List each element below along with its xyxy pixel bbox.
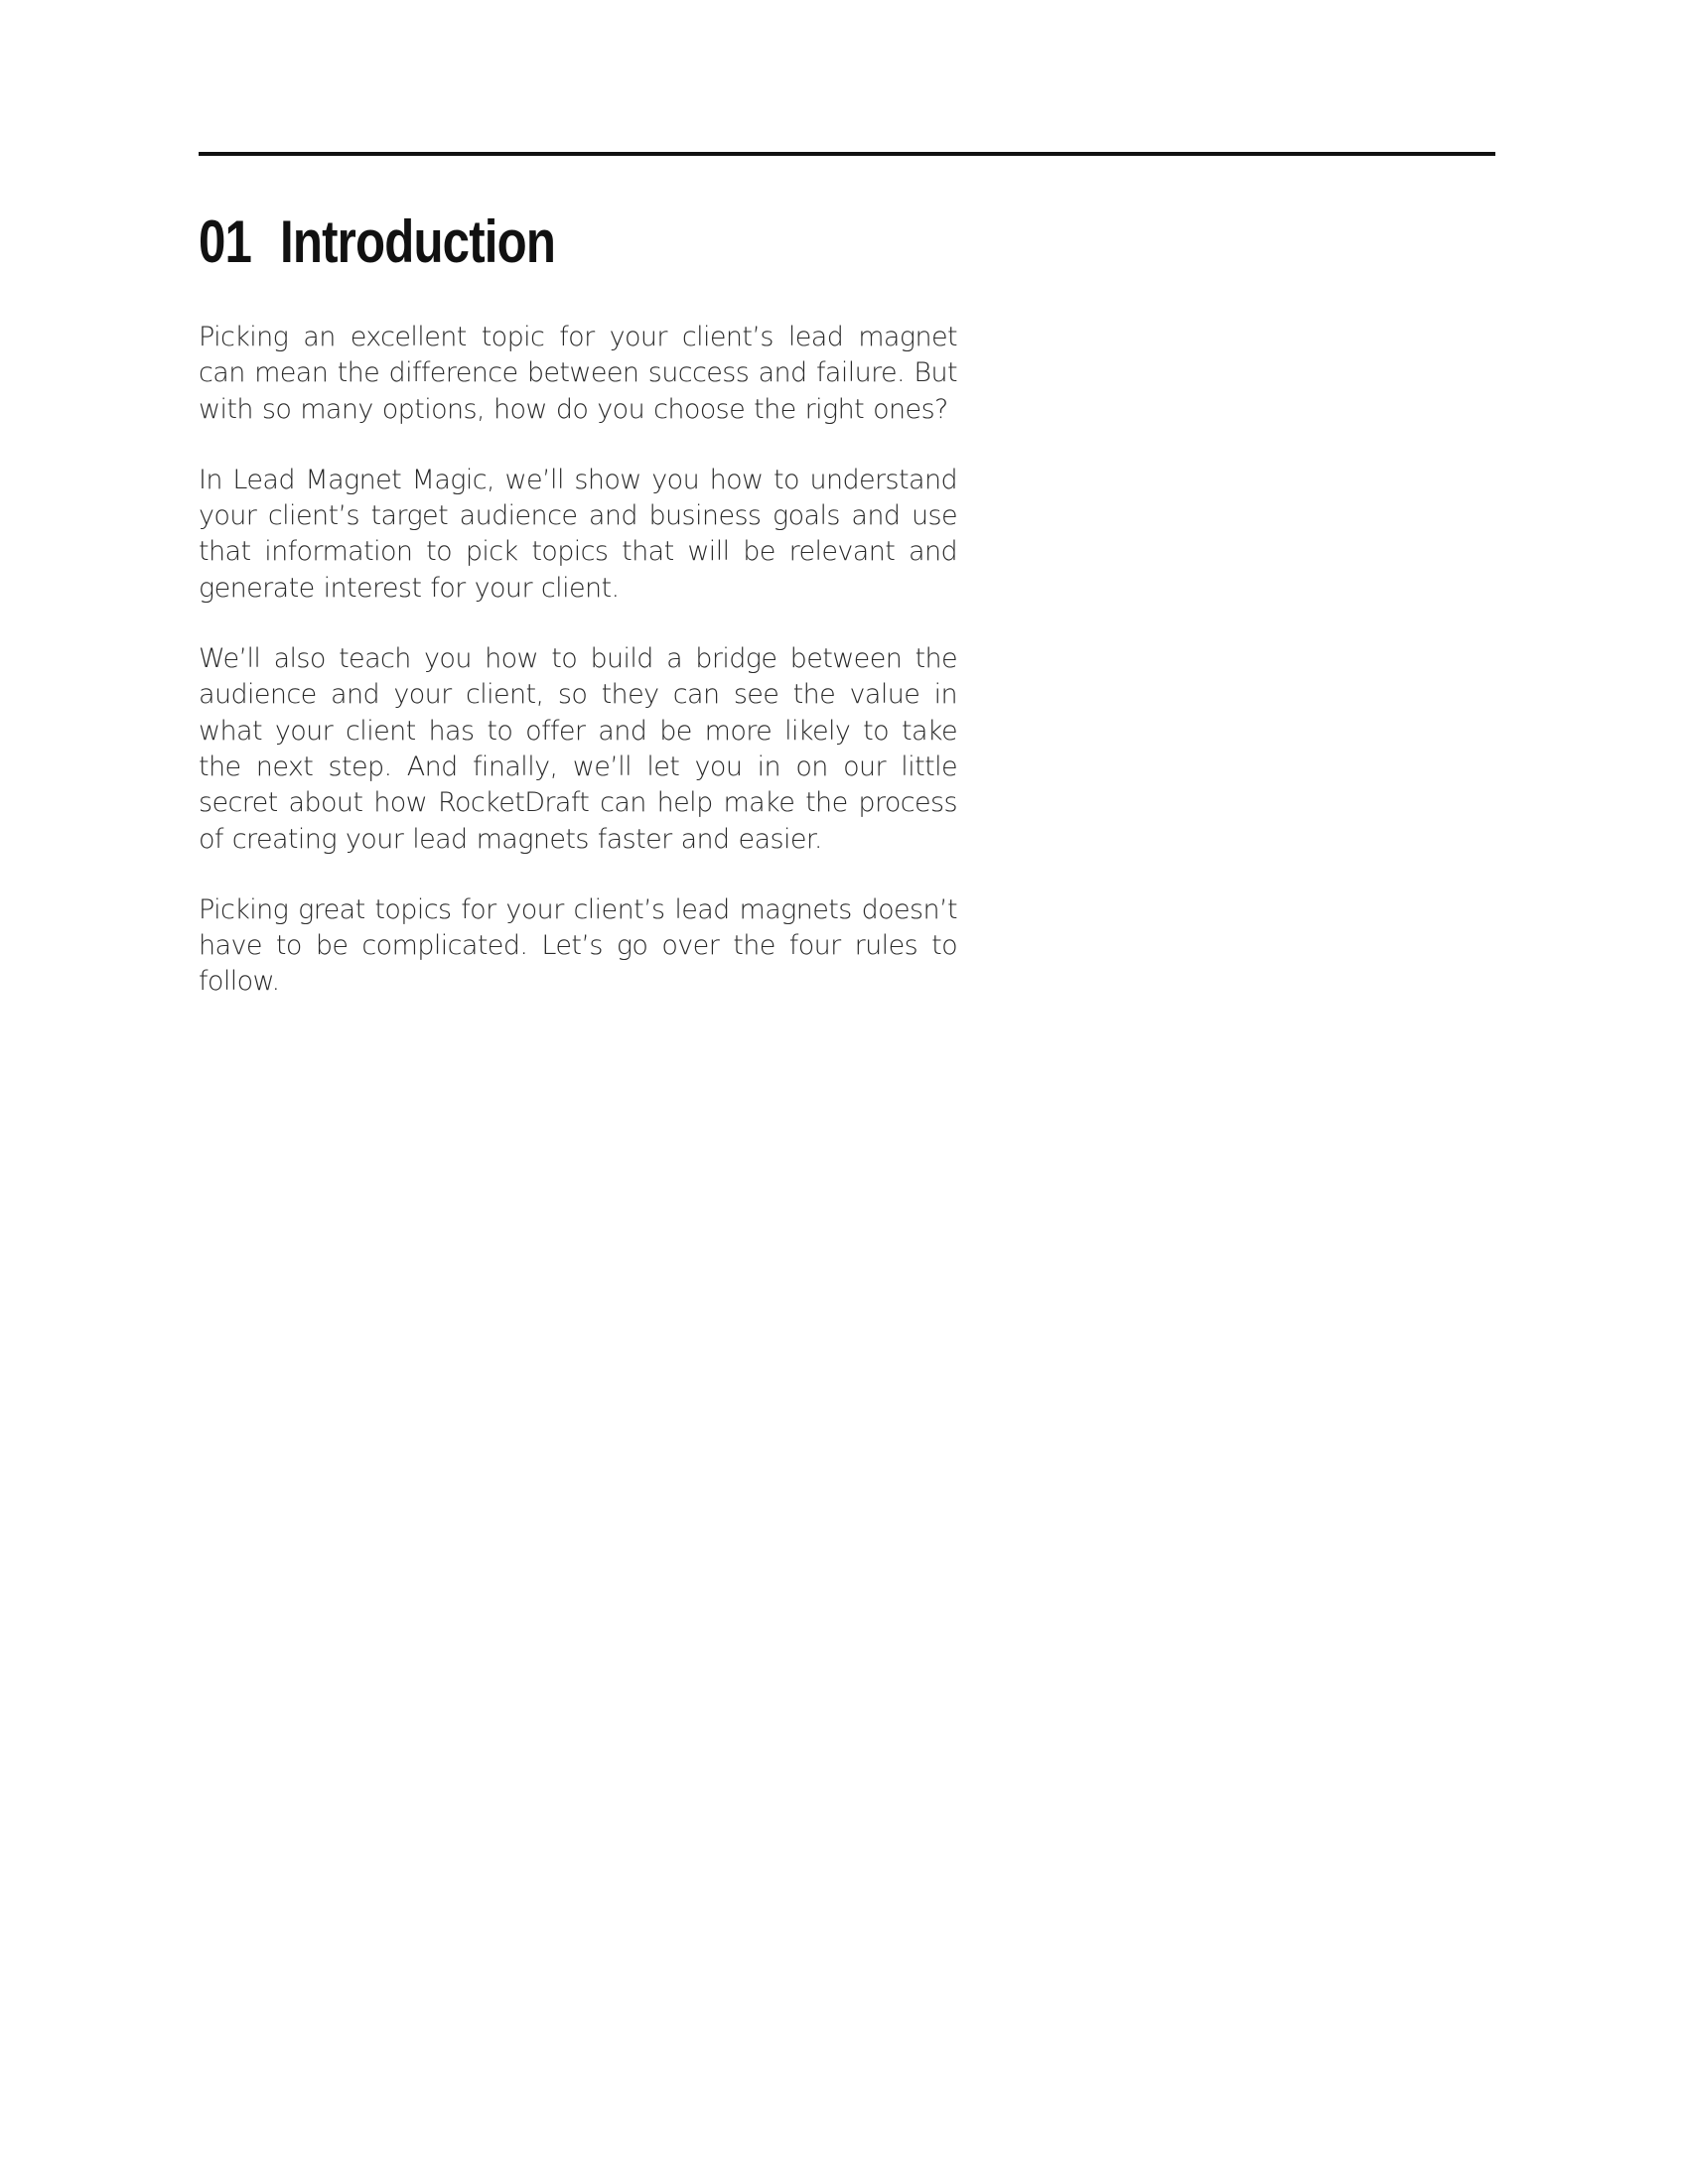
section-heading xyxy=(199,206,555,278)
paragraph-4: Picking great topics for your client’s lead magnets doesn’t have to be complicated. Let’s go over the four rules to follow. xyxy=(199,893,957,998)
paragraph-2: In Lead Magnet Magic, we’ll show you how to understand your client’s target audience and business goals and use that information to pick topics that will be relevant and generate interest for your client. xyxy=(199,464,957,604)
header-divider xyxy=(199,152,1495,156)
paragraph-3: We’ll also teach you how to build a bridge between the audience and your client, so they can see the value in what your client has to offer and be more likely to take the next step. And finally, we’ll let you in on our little secret about how RocketDraft can help make the process of creating your lead magnets faster and easier. xyxy=(199,643,957,855)
section-title: Introduction xyxy=(280,208,556,275)
body-text xyxy=(199,320,957,1035)
paragraph-1: Picking an excellent topic for your client’s lead magnet can mean the difference between success and failure. But with so many options, how do you choose the right ones? xyxy=(199,322,957,425)
section-number: 01 xyxy=(199,208,252,275)
